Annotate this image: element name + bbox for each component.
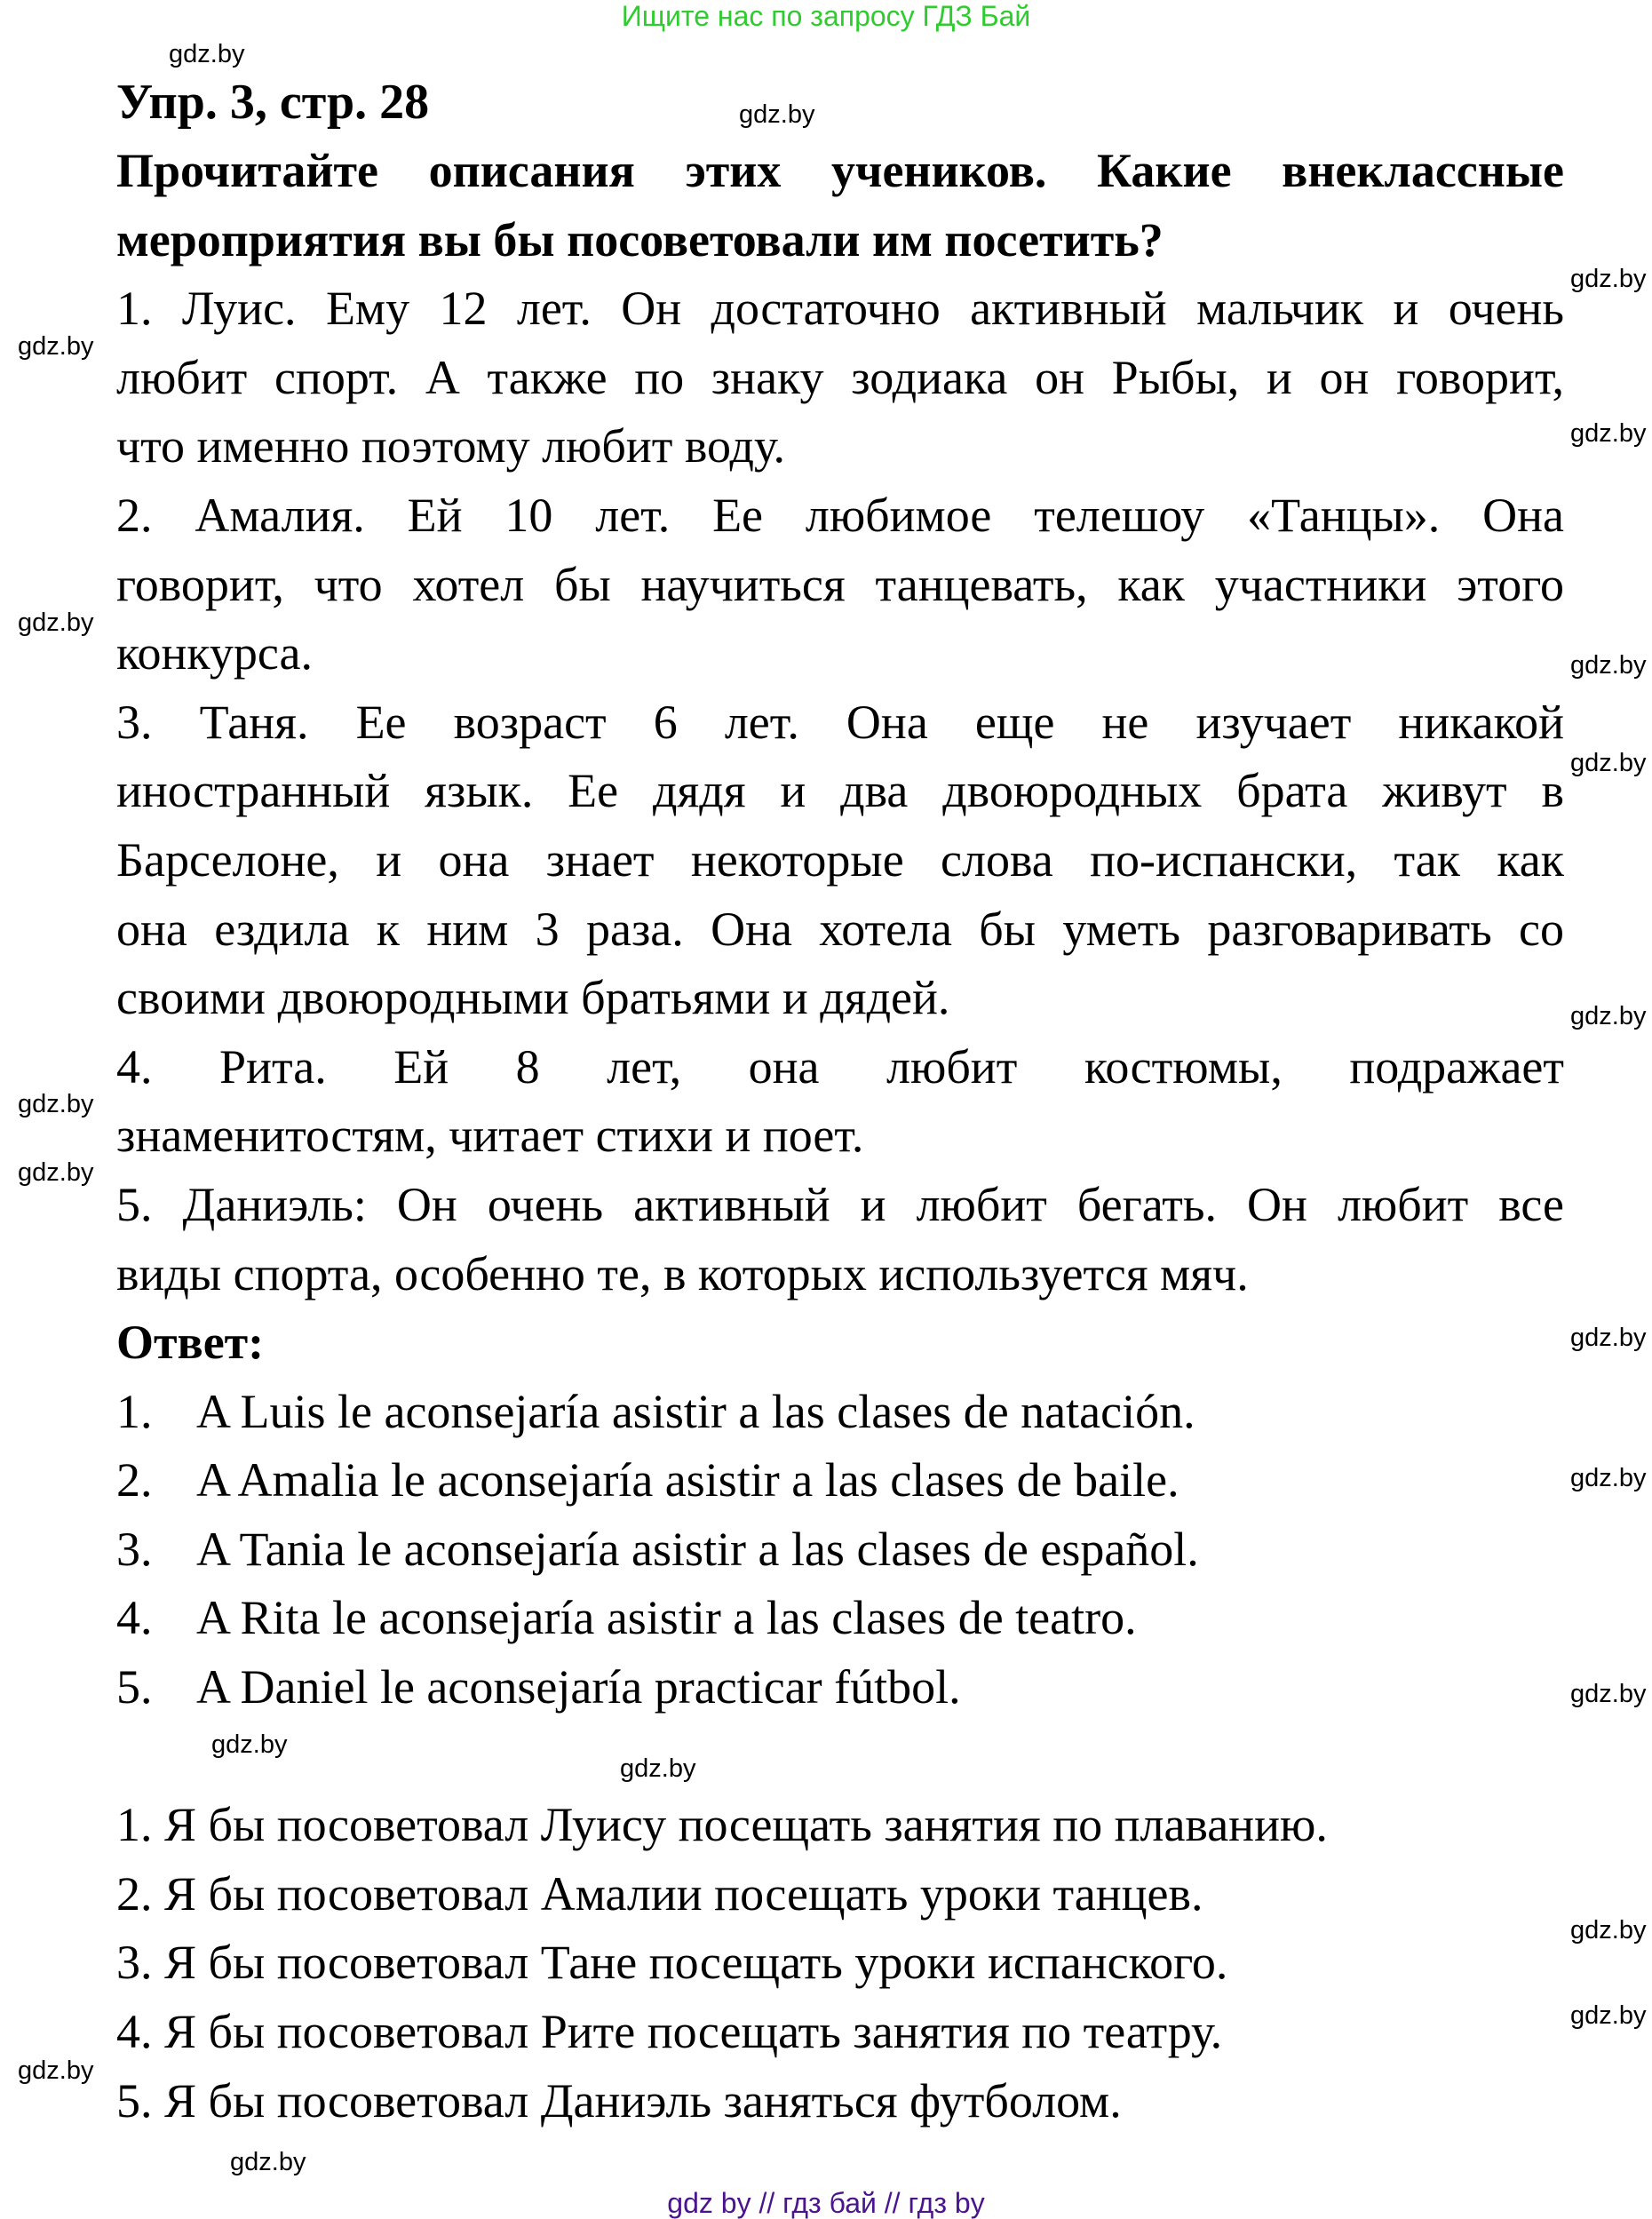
item-number: 3. xyxy=(116,1522,153,1576)
paragraph-line: конкурса. xyxy=(116,626,313,680)
answer-ru-item: 5. Я бы посоветовал Даниэль заняться футболом. xyxy=(116,2073,1122,2128)
item-number: 5. xyxy=(116,1660,153,1714)
document-body xyxy=(116,137,1564,2135)
paragraph-line: что именно поэтому любит воду. xyxy=(116,419,786,473)
paragraph-line: 4. Рита. Ей 8 лет, она любит костюмы, подражает xyxy=(116,1039,1564,1094)
watermark: gdz.by xyxy=(18,1158,94,1187)
answer-ru-item: 3. Я бы посоветовал Тане посещать уроки испанского. xyxy=(116,1936,1228,1990)
item-text: A Tania le aconsejaría asistir a las clases de español. xyxy=(196,1522,1199,1576)
watermark: gdz.by xyxy=(1570,1916,1647,1945)
paragraph-line: 3. Таня. Ее возраст 6 лет. Она еще не изучает никакой xyxy=(116,695,1564,749)
watermark: gdz.by xyxy=(1570,749,1647,777)
paragraph-line: Барселоне, и она знает некоторые слова по-испански, так как xyxy=(116,832,1564,887)
watermark: gdz.by xyxy=(230,2148,306,2176)
item-text: A Luis le aconsejaría asistir a las clases de natación. xyxy=(196,1384,1195,1438)
paragraph-line: она ездила к ним 3 раза. Она хотела бы уметь разговаривать со xyxy=(116,902,1564,956)
spacer xyxy=(116,1722,1564,1792)
paragraph-line: 1. Луис. Ему 12 лет. Он достаточно активный мальчик и очень xyxy=(116,282,1564,336)
search-banner[interactable]: Ищите нас по запросу ГДЗ Бай xyxy=(621,0,1031,32)
answer-es-item xyxy=(116,1446,1564,1515)
paragraph-line: говорит, что хотел бы научиться танцевать, как участники этого xyxy=(116,557,1564,611)
paragraph-line: знаменитостям, читает стихи и поет. xyxy=(116,1109,864,1163)
paragraph-line: иностранный язык. Ее дядя и два двоюродных брата живут в xyxy=(116,764,1564,818)
paragraph-line: 2. Амалия. Ей 10 лет. Ее любимое телешоу «Танцы». Она xyxy=(116,488,1564,542)
item-number: 1. xyxy=(116,1384,153,1438)
answer-ru-item: 4. Я бы посоветовал Рите посещать занятия по театру. xyxy=(116,2005,1223,2059)
watermark: gdz.by xyxy=(1570,1002,1647,1030)
answer-heading: Ответ: xyxy=(116,1316,265,1370)
watermark: gdz.by xyxy=(620,1754,696,1783)
watermark: gdz.by xyxy=(211,1730,288,1759)
footer-links[interactable]: gdz by // гдз бай // гдз by xyxy=(667,2187,985,2219)
answer-ru-item: 2. Я бы посоветовал Амалии посещать уроки танцев. xyxy=(116,1866,1203,1921)
watermark: gdz.by xyxy=(1570,1464,1647,1492)
watermark: gdz.by xyxy=(1570,1680,1647,1708)
watermark: gdz.by xyxy=(1570,265,1647,293)
watermark: gdz.by xyxy=(18,1090,94,1118)
paragraph-line: своими двоюродными братьями и дядей. xyxy=(116,971,950,1025)
item-number: 2. xyxy=(116,1453,153,1507)
answer-ru-item: 1. Я бы посоветовал Луису посещать занятия по плаванию. xyxy=(116,1798,1328,1852)
watermark: gdz.by xyxy=(18,608,94,637)
item-text: A Rita le aconsejaría asistir a las clases de teatro. xyxy=(196,1591,1137,1645)
paragraph-line: виды спорта, особенно те, в которых используется мяч. xyxy=(116,1246,1249,1300)
exercise-title: Упр. 3, стр. 28 xyxy=(116,75,430,130)
paragraph-line: любит спорт. А также по знаку зодиака он Рыбы, и он говорит, xyxy=(116,350,1564,404)
answer-es-item xyxy=(116,1653,1564,1722)
answer-es-item xyxy=(116,1584,1564,1653)
watermark: gdz.by xyxy=(169,40,245,68)
task-line: Прочитайте описания этих учеников. Какие внеклассные xyxy=(116,144,1564,197)
answer-es-item xyxy=(116,1515,1564,1585)
item-number: 4. xyxy=(116,1591,153,1645)
watermark: gdz.by xyxy=(739,100,815,129)
watermark: gdz.by xyxy=(18,2056,94,2085)
watermark: gdz.by xyxy=(18,332,94,361)
item-text: A Daniel le aconsejaría practicar fútbol. xyxy=(196,1660,961,1714)
item-text: A Amalia le aconsejaría asistir a las clases de baile. xyxy=(196,1453,1179,1507)
watermark: gdz.by xyxy=(1570,419,1647,448)
watermark: gdz.by xyxy=(1570,1324,1647,1352)
watermark: gdz.by xyxy=(1570,651,1647,680)
paragraph-line: 5. Даниэль: Он очень активный и любит бегать. Он любит все xyxy=(116,1177,1564,1231)
watermark: gdz.by xyxy=(1570,2001,1647,2030)
answer-es-item xyxy=(116,1378,1564,1447)
task-line: мероприятия вы бы посоветовали им посетить? xyxy=(116,212,1164,266)
